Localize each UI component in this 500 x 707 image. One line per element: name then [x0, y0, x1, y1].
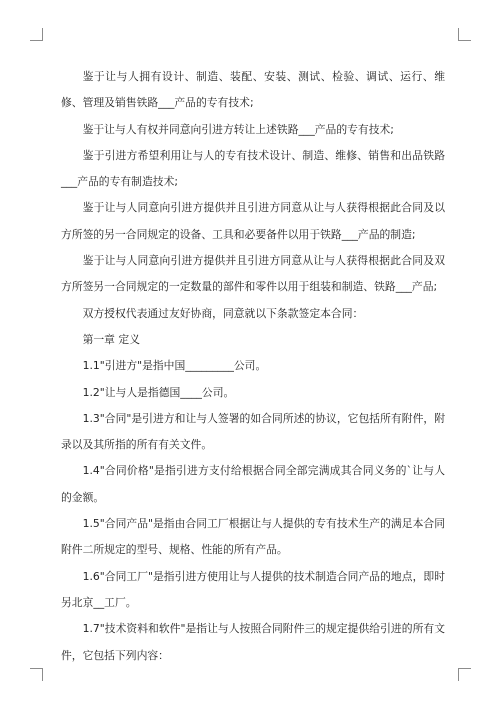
- paragraph-recital-4: 鉴于让与人同意向引进方提供并且引进方同意从让与人获得根据此合同及以方所签的另一合同规定的设备、工具和必要备件以用于铁路___产品的制造;: [61, 201, 445, 241]
- clause-1-2: 1.2"让与人是指德国____公司。: [82, 385, 235, 399]
- crop-mark-bottom-left: [30, 668, 43, 681]
- clause-1-3: 1.3"合同"是引进方和让与人签署的如合同所述的协议，它包括所有附件，附录以及其所指的所有有关文件。: [61, 411, 445, 452]
- crop-mark-bottom-right: [458, 668, 471, 681]
- paragraph-recital-5: 鉴于让与人同意向引进方提供并且引进方同意从让与人获得根据此合同及双方所签另一合同规定的一定数量的部件和零件以用于组装和制造、铁路___产品;: [61, 254, 445, 294]
- clause-1-6: 1.6"合同工厂"是指引进方使用让与人提供的技术制造合同产品的地点，即时另北京__工厂。: [61, 569, 445, 609]
- document-body: [61, 64, 445, 669]
- paragraph-agreement-intro: 双方授权代表通过友好协商，同意就以下条款签定本合同：: [82, 306, 364, 320]
- crop-mark-top-right: [458, 28, 471, 41]
- paragraph-recital-1: 鉴于让与人拥有设计、制造、装配、安装、测试、检验、调试、运行、维修、管理及销售铁路___产品的专有技术;: [61, 70, 445, 110]
- chapter-heading: 第一章 定义: [82, 332, 141, 346]
- paragraph-recital-3: 鉴于引进方希望利用让与人的专有技术设计、制造、维修、销售和出品铁路___产品的专有制造技术;: [61, 148, 445, 189]
- clause-1-7: 1.7"技术资料和软件"是指让与人按照合同附件三的规定提供给引进的所有文件，它包括下列内容：: [61, 622, 445, 662]
- clause-1-5: 1.5"合同产品"是指由合同工厂根据让与人提供的专有技术生产的满足本合同附件二所规定的型号、规格、性能的所有产品。: [61, 517, 445, 557]
- clause-1-4: 1.4"合同价格"是指引进方支付给根据合同全部完满成其合同义务的`让与人的金额。: [61, 464, 445, 504]
- paragraph-recital-2: 鉴于让与人有权并同意向引进方转让上述铁路___产品的专有技术;: [82, 122, 394, 136]
- crop-mark-top-left: [30, 28, 43, 41]
- clause-1-1: 1.1"引进方"是指中国_________公司。: [82, 359, 267, 373]
